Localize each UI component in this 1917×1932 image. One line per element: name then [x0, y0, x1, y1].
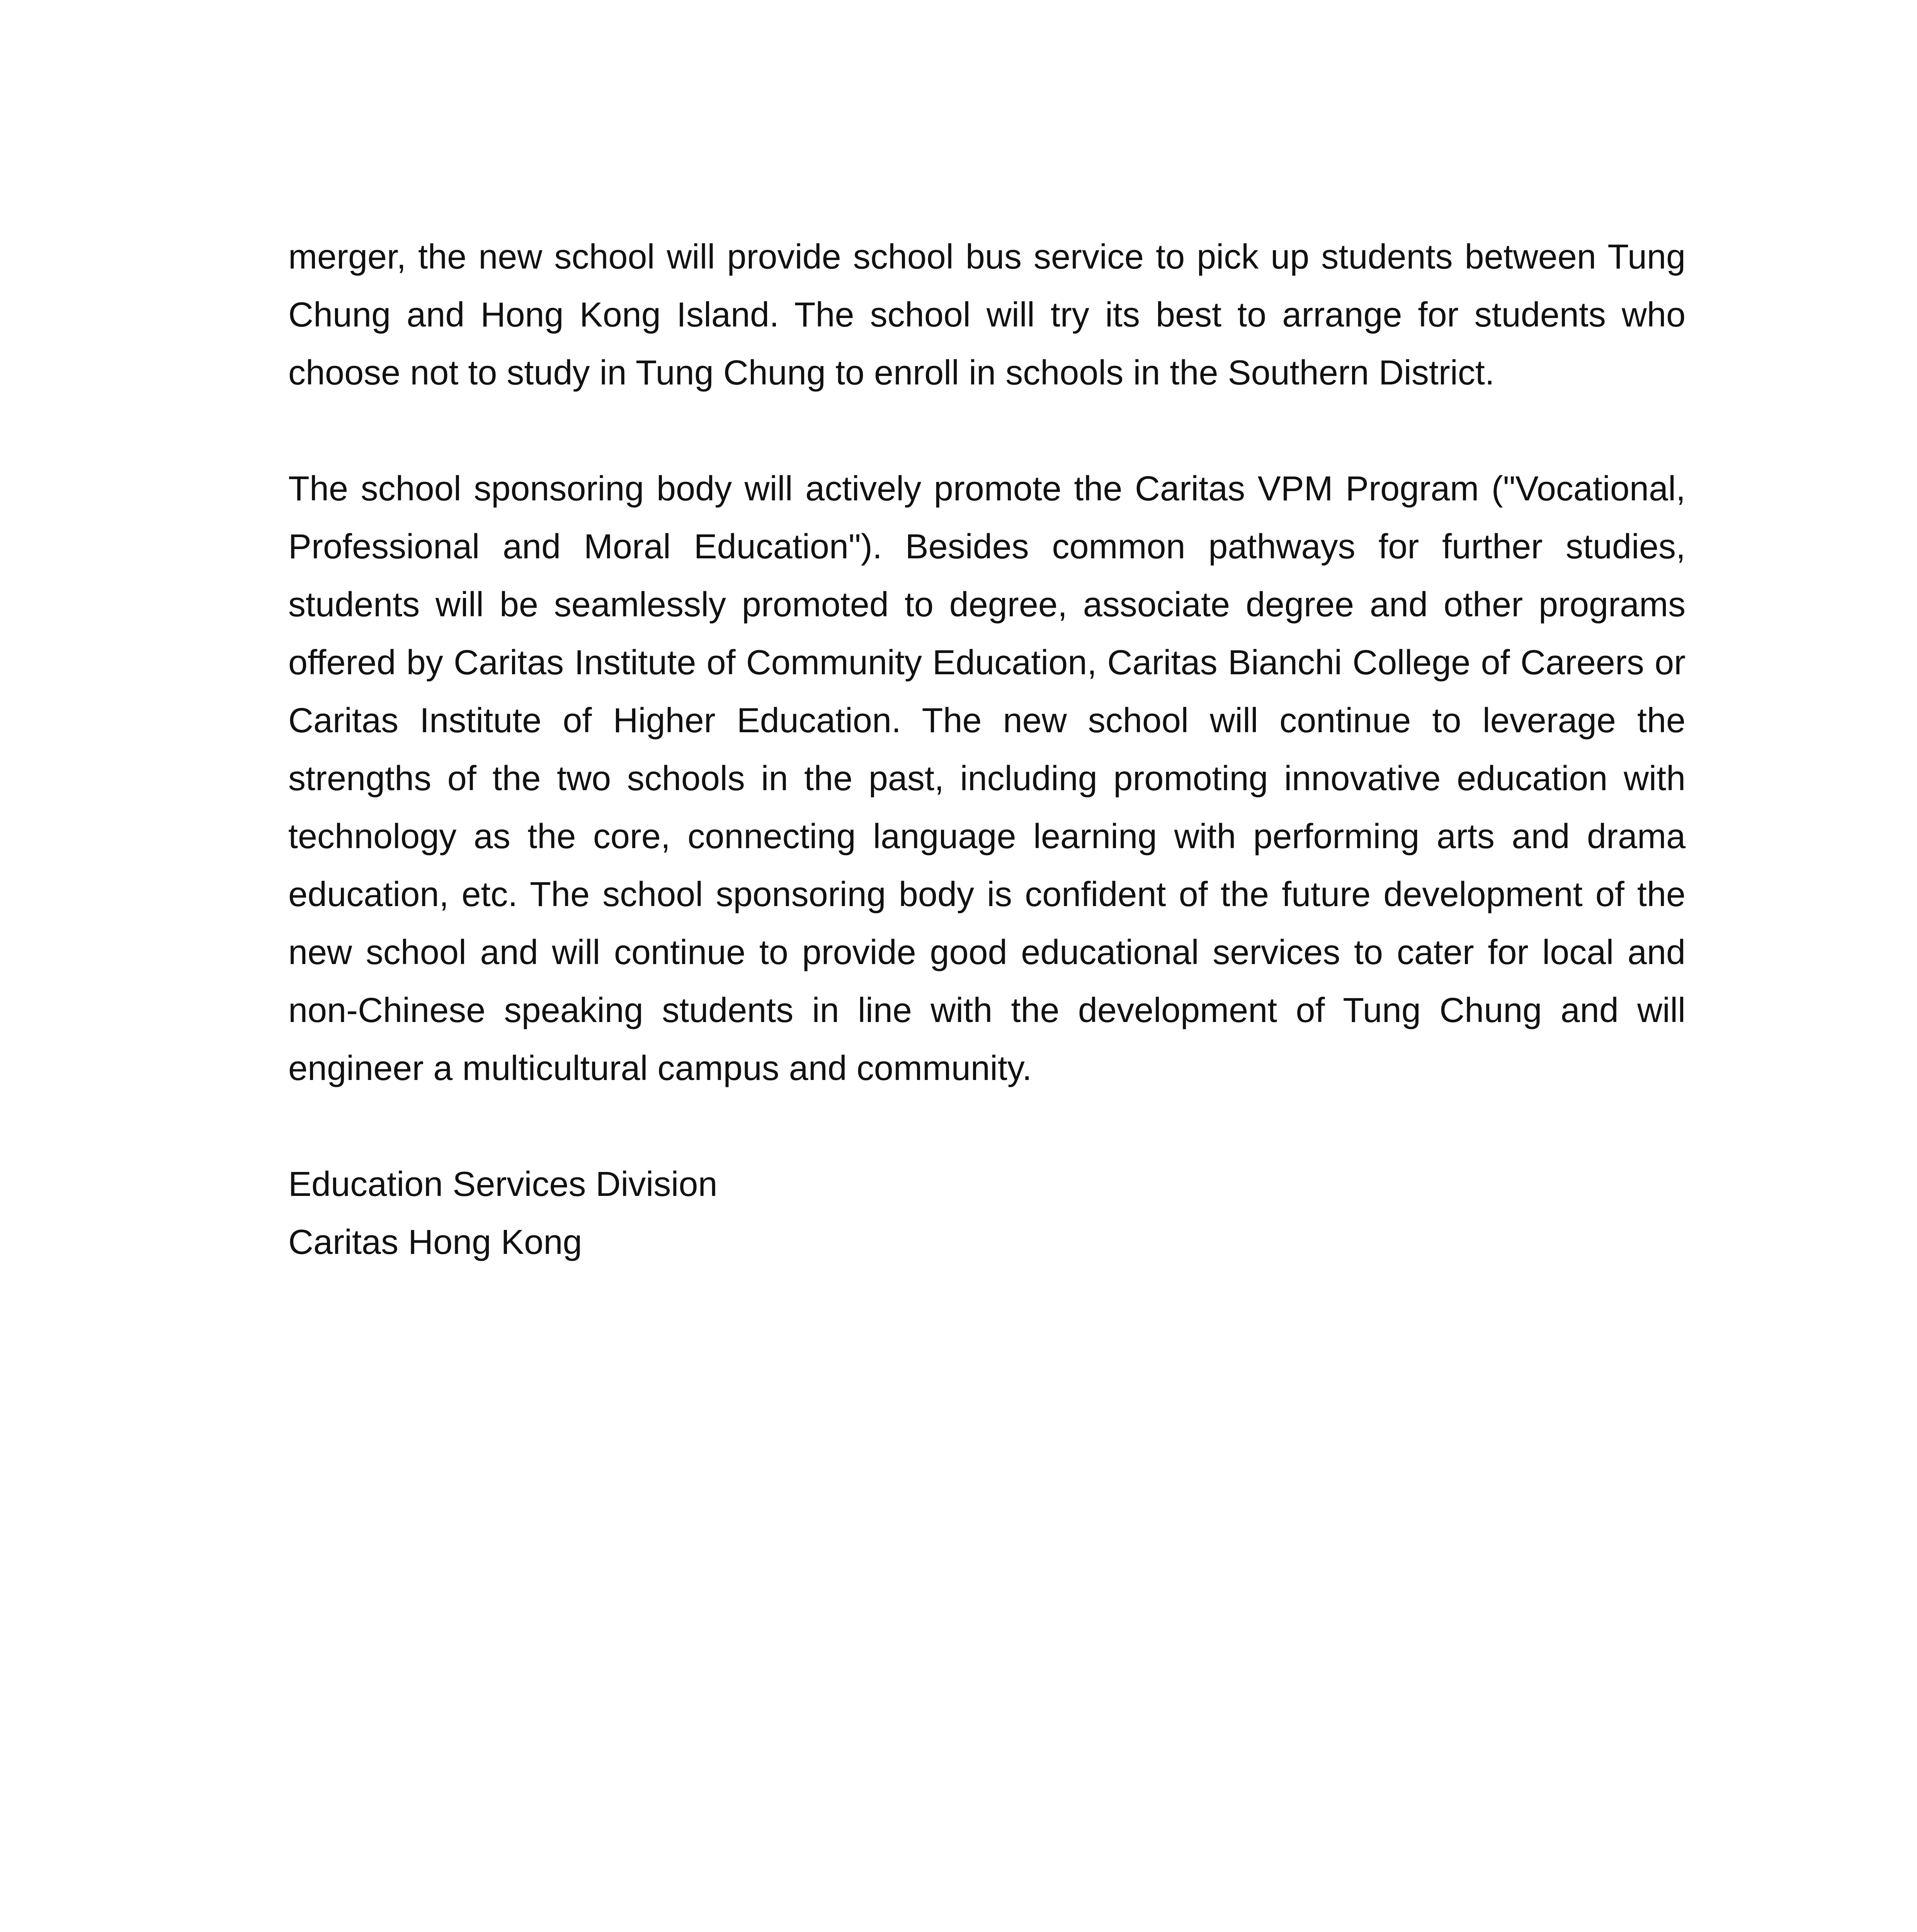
signature-division: Education Services Division [288, 1165, 718, 1204]
signature-block [288, 1155, 1686, 1271]
document-body [288, 228, 1686, 1271]
paragraph-vpm-program: The school sponsoring body will actively promote the Caritas VPM Program ("Vocational, Professional and Moral Education"). Besides common pathways for further studies, students will be seamlessly promoted to degree, associate degree and other programs offered by Caritas Institute of Community Education, Caritas Bianchi College of Careers or Caritas Institute of Higher Education. The new school will continue to leverage the strengths of the two schools in the past, including promoting innovative education with technology as the core, connecting language learning with performing arts and drama education, etc. The school sponsoring body is confident of the future development of the new school and will continue to provide good educational services to cater for local and non-Chinese speaking students in line with the development of Tung Chung and will engineer a multicultural campus and community. [288, 469, 1686, 1088]
signature-organization: Caritas Hong Kong [288, 1223, 582, 1262]
paragraph-bus-service: merger, the new school will provide school bus service to pick up students between Tung Chung and Hong Kong Island. The school will try its best to arrange for students who choose not to study in Tung Chung to enroll in schools in the Southern District. [288, 238, 1686, 392]
